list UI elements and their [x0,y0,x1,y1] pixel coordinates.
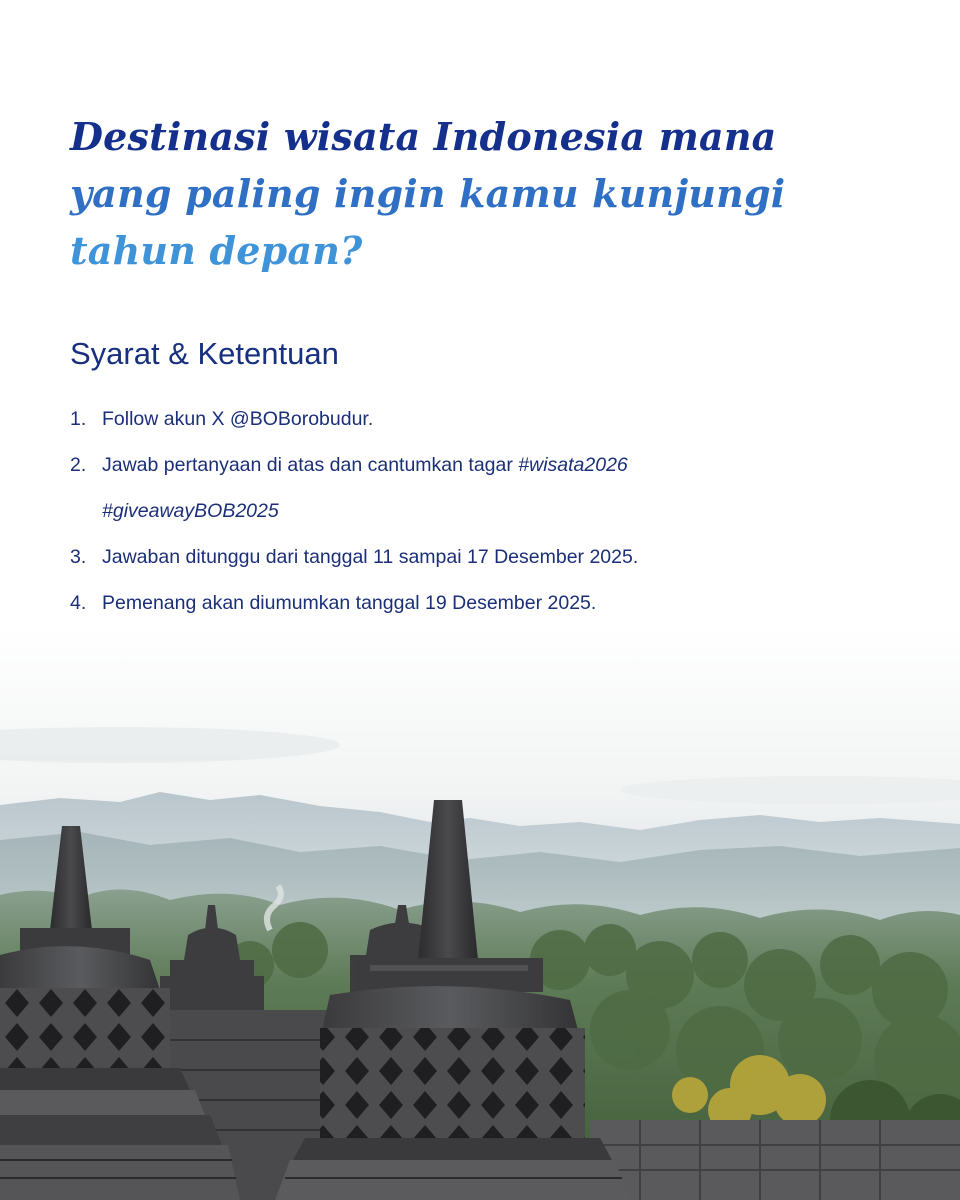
hashtag-wisata[interactable]: #wisata2026 [518,454,628,476]
terms-item-3 [70,534,910,580]
terms-item-text: Jawab pertanyaan di atas dan cantumkan tagar [102,454,519,476]
terms-item-text-wrapper [102,442,910,534]
question-line-2: yang paling ingin kamu kunjungi [70,171,786,216]
terms-item-number: 2. [70,454,87,476]
terms-item-text: Follow akun X @BOBorobudur. [102,408,374,430]
terms-item-text: Pemenang akan diumumkan tanggal 19 Desember 2025. [102,592,597,614]
terms-item-text: Jawaban ditunggu dari tanggal 11 sampai 17 Desember 2025. [102,546,639,568]
terms-item-number: 3. [70,546,87,568]
terms-item-number: 1. [70,408,87,430]
terms-item-4 [70,580,910,626]
terms-heading: Syarat & Ketentuan [70,336,339,371]
question-line-3: tahun depan? [70,228,363,273]
terms-list [70,396,910,626]
terms-item-1 [70,396,910,442]
question-line-1: Destinasi wisata Indonesia mana [70,114,777,159]
terms-item-2 [70,442,910,534]
giveaway-question [70,108,870,279]
hashtag-giveaway[interactable]: #giveawayBOB2025 [102,500,279,522]
terms-item-number: 4. [70,592,87,614]
